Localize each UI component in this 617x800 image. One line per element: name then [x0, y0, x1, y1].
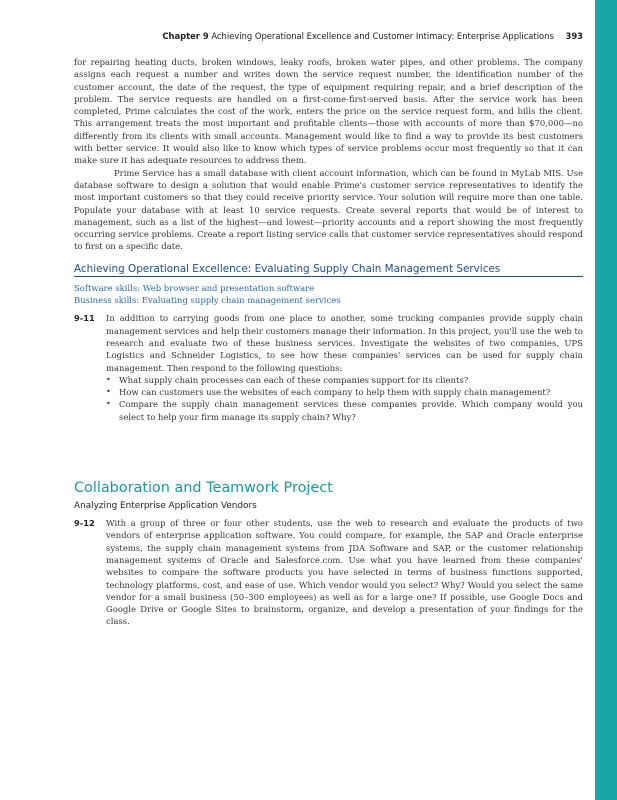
page-body — [74, 56, 583, 628]
question-list — [106, 374, 583, 423]
running-header — [0, 31, 583, 41]
intro-paragraph-1: for repairing heating ducts, broken windows, leaky roofs, broken water pipes, and other problems. The company assigns each request a number and writes down the service request number, the identification number of the customer account, the date of the request, the type of equipment requiring repair, and a brief description of the problem. The service requests are handled on a first-come-first-served basis. After the service work has been completed, Prime calculates the cost of the work, enters the price on the service request form, and bills the client. This arrangement treats the most important and profitable clients—those with accounts of more than $70,000—no differently from its clients with small accounts. Management would like to find a way to provide its best customers with better service. It would also like to know which types of service problems occur most frequently so that it can make sure it has adequate resources to address them. — [74, 57, 583, 166]
list-item — [106, 386, 583, 398]
bullet-icon: • — [106, 399, 111, 409]
bullet-icon: • — [106, 374, 111, 384]
bullet-icon: • — [106, 387, 111, 397]
exercise-number: 9-11 — [74, 313, 95, 324]
chapter-label: Chapter 9 — [162, 31, 209, 41]
chapter-title: Achieving Operational Excellence and Customer Intimacy: Enterprise Applications — [211, 31, 554, 41]
skills-block — [74, 282, 583, 307]
list-item — [106, 374, 583, 386]
exercise-9-12 — [74, 517, 583, 628]
list-item — [106, 398, 583, 423]
business-skills: Business skills: Evaluating supply chain management services — [74, 295, 341, 306]
collaboration-subheading: Analyzing Enterprise Application Vendors — [74, 501, 257, 512]
collaboration-section-heading: Collaboration and Teamwork Project — [74, 480, 333, 497]
question-text: How can customers use the websites of each company to help them with supply chain management? — [119, 387, 551, 398]
page-number: 393 — [565, 31, 583, 41]
software-skills: Software skills: Web browser and presentation software — [74, 282, 315, 293]
intro-paragraph-2: Prime Service has a small database with client account information, which can be found in MyLab MIS. Use database software to design a solution that would enable Prime's customer service representatives to identify the most important customers so that they could receive priority service. Your solution will require more than one table. Populate your database with at least 10 service requests. Create several reports that would be of interest to management, such as a list of the highest—and lowest—priority accounts and a report showing the most frequently occurring service problems. Create a report listing service calls that customer service representatives should respond to first on a specific date. — [74, 167, 583, 252]
exercise-text: With a group of three or four other students, use the web to research and evaluate the products of two vendors of enterprise application software. You could compare, for example, the SAP and Oracle enterprise systems, the supply chain management systems from JDA Software and SAP, or the customer relationship management systems of Oracle and Salesforce.com. Use what you have learned from these companies' websites to compare the software products you have selected in terms of business functions supported, technology platforms, cost, and ease of use. Which vendor would you select? Why? Would you select the same vendor for a small business (50–300 employees) as well as for a large one? If possible, use Google Docs and Google Drive or Google Sites to brainstorm, organize, and develop a presentation of your findings for the class. — [106, 518, 583, 627]
page-edge-tab — [595, 0, 617, 800]
question-text: Compare the supply chain management services these companies provide. Which company would you select to help your firm manage its supply chain? Why? — [119, 399, 583, 422]
exercise-text: In addition to carrying goods from one place to another, some trucking companies provide supply chain management services and help their customers manage their information. In this project, you'll use the web to research and evaluate two of these business services. Investigate the websites of two companies, UPS Logistics and Schneider Logistics, to see how these companies' services can be used for supply chain management. Then respond to the following questions: — [106, 313, 583, 373]
exercise-9-11 — [74, 312, 583, 423]
question-text: What supply chain processes can each of these companies support for its clients? — [119, 374, 469, 385]
supply-chain-section-heading: Achieving Operational Excellence: Evaluating Supply Chain Management Services — [74, 263, 583, 277]
exercise-number: 9-12 — [74, 518, 95, 529]
